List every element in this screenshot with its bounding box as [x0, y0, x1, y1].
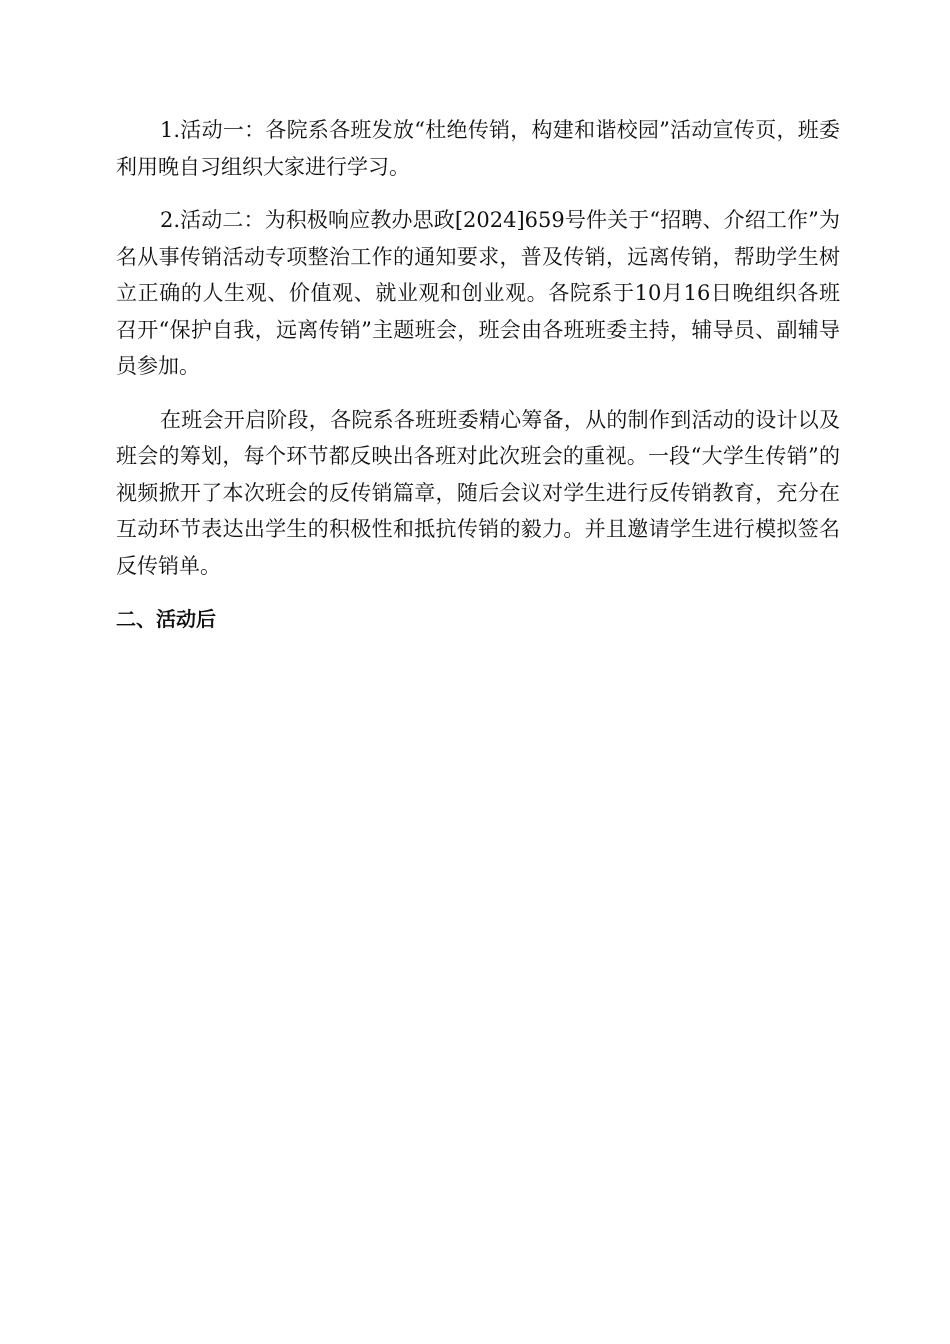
paragraph-class-meeting: 在班会开启阶段，各院系各班班委精心筹备，从的制作到活动的设计以及班会的筹划，每个环节都反映出各班对此次班会的重视。一段“大学生传销”的视频掀开了本次班会的反传销篇章，随后会议对学生进行反传销教育，充分在互动环节表达出学生的积极性和抵抗传销的毅力。并且邀请学生进行模拟签名反传销单。 [116, 407, 840, 578]
document-body [116, 112, 840, 638]
paragraph-activity-one: 1.活动一：各院系各班发放“杜绝传销，构建和谐校园”活动宣传页，班委利用晚自习组织大家进行学习。 [116, 118, 840, 179]
section-heading: 二、活动后 [116, 607, 216, 631]
paragraph-activity-two: 2.活动二：为积极响应教办思政[2024]659号件关于“招聘、介绍工作”为名从事传销活动专项整治工作的通知要求，普及传销，远离传销，帮助学生树立正确的人生观、价值观、就业观和创业观。各院系于10月16日晚组织各班召开“保护自我，远离传销”主题班会，班会由各班班委主持，辅导员、副辅导员参加。 [116, 208, 840, 378]
